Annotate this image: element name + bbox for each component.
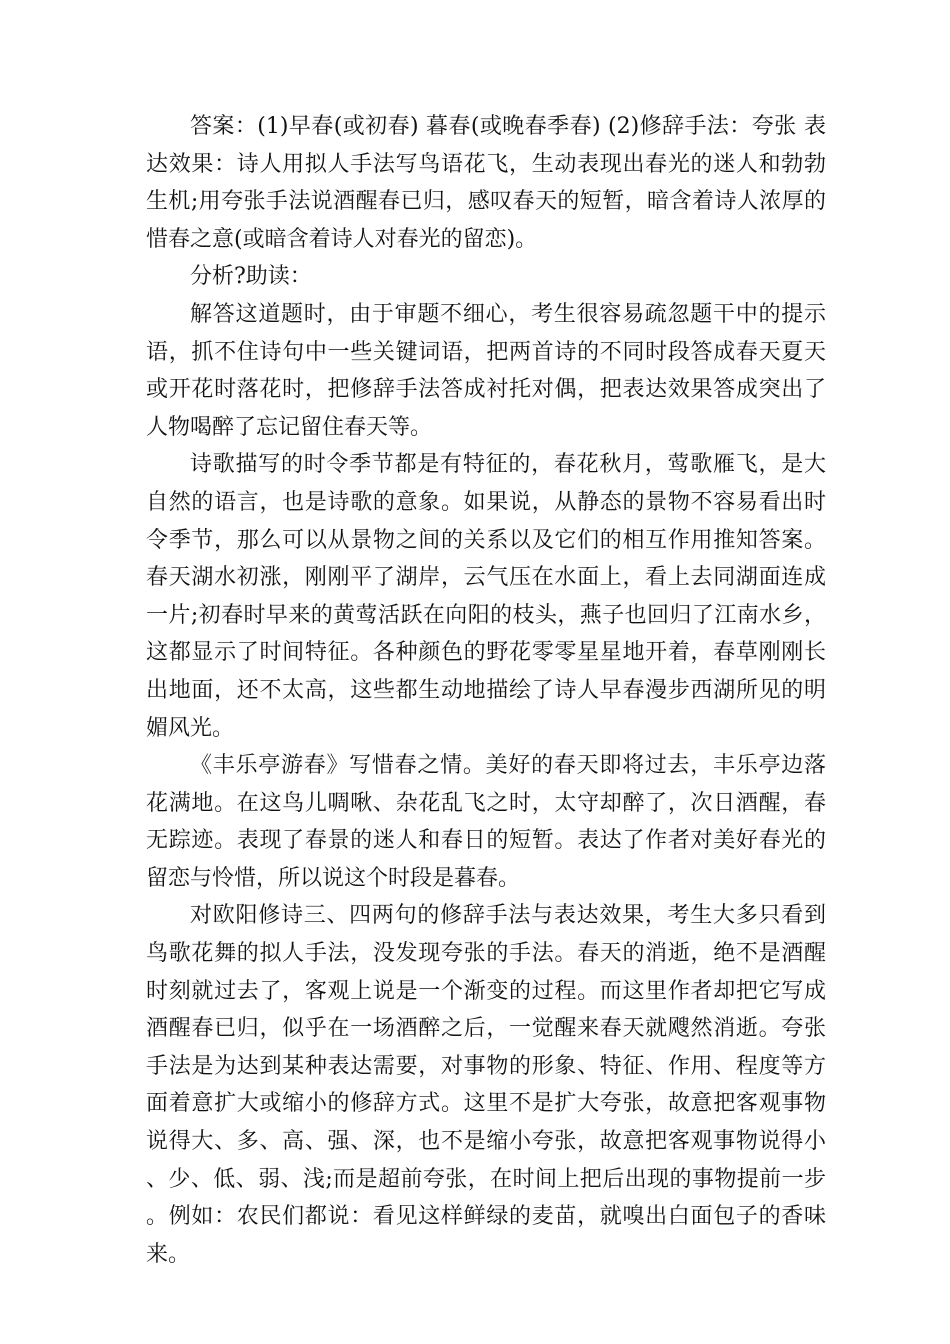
analysis-paragraph-4: 对欧阳修诗三、四两句的修辞手法与表达效果，考生大多只看到鸟歌花舞的拟人手法，没发现夸张的手法。春天的消逝，绝不是酒醒时刻就过去了，客观上说是一个渐变的过程。而这里作者却把它写成酒醒春已归，似乎在一场酒醉之后，一觉醒来春天就飕然消逝。夸张手法是为达到某种表达需要，对事物的形象、特征、作用、程度等方面着意扩大或缩小的修辞方式。这里不是扩大夸张，故意把客观事物说得大、多、高、强、深，也不是缩小夸张，故意把客观事物说得小、少、低、弱、浅;而是超前夸张，在时间上把后出现的事物提前一步。例如：农民们都说：看见这样鲜绿的麦苗，就嗅出白面包子的香味来。 <box>146 903 826 1267</box>
analysis-heading: 分析?助读： <box>190 264 312 290</box>
answer-paragraph: 答案：(1)早春(或初春) 暮春(或晚春季春) (2)修辞手法：夸张 表达效果：诗人用拟人手法写鸟语花飞，生动表现出春光的迷人和勃勃生机;用夸张手法说酒醒春已归，感叹春天的短暂，暗含着诗人浓厚的惜春之意(或暗含着诗人对春光的留恋)。 <box>146 114 826 252</box>
analysis-paragraph-2: 诗歌描写的时令季节都是有特征的，春花秋月，莺歌雁飞，是大自然的语言，也是诗歌的意象。如果说，从静态的景物不容易看出时令季节，那么可以从景物之间的关系以及它们的相互作用推知答案。春天湖水初涨，刚刚平了湖岸，云气压在水面上，看上去同湖面连成一片;初春时早来的黄莺活跃在向阳的枝头，燕子也回归了江南水乡，这都显示了时间特征。各种颜色的野花零零星星地开着，春草刚刚长出地面，还不太高，这些都生动地描绘了诗人早春漫步西湖所见的明媚风光。 <box>146 452 826 741</box>
analysis-paragraph-3: 《丰乐亭游春》写惜春之情。美好的春天即将过去，丰乐亭边落花满地。在这鸟儿啁啾、杂花乱飞之时，太守却醉了，次日酒醒，春无踪迹。表现了春景的迷人和春日的短暂。表达了作者对美好春光的留恋与怜惜，所以说这个时段是暮春。 <box>146 753 826 891</box>
document-body <box>146 108 826 1273</box>
analysis-paragraph-1: 解答这道题时，由于审题不细心，考生很容易疏忽题干中的提示语，抓不住诗句中一些关键词语，把两首诗的不同时段答成春天夏天或开花时落花时，把修辞手法答成衬托对偶，把表达效果答成突出了人物喝醉了忘记留住春天等。 <box>146 301 826 440</box>
